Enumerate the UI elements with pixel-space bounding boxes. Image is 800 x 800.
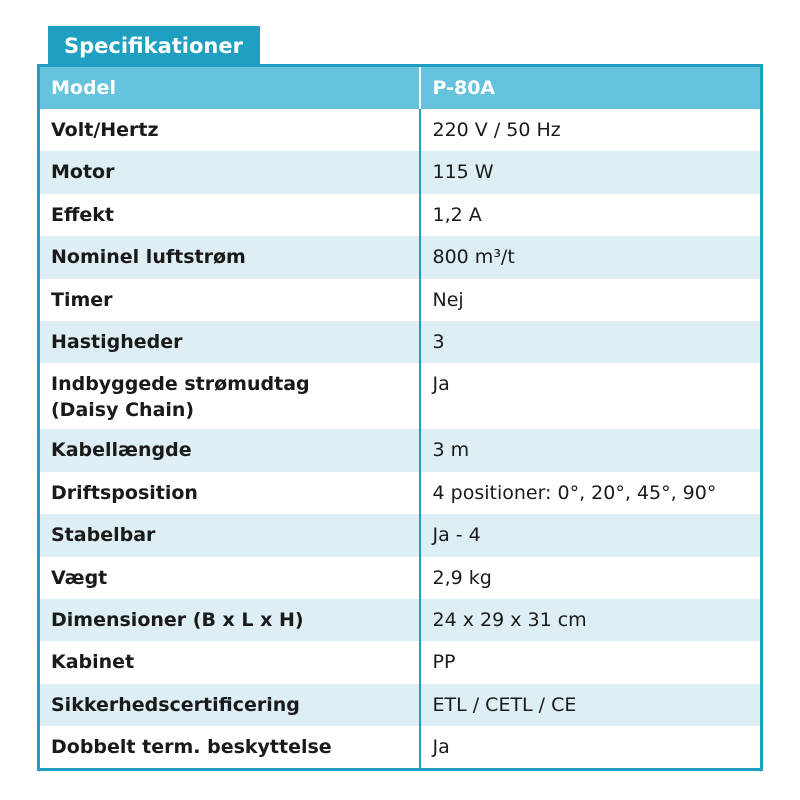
table-row xyxy=(39,194,762,236)
table-row xyxy=(39,151,762,193)
row-value: 220 V / 50 Hz xyxy=(420,109,762,151)
row-label: Nominel luftstrøm xyxy=(39,236,420,278)
row-value: 4 positioner: 0°, 20°, 45°, 90° xyxy=(420,472,762,514)
row-label: Timer xyxy=(39,279,420,321)
table-row xyxy=(39,641,762,683)
table-row xyxy=(39,363,762,429)
row-label: Kabinet xyxy=(39,641,420,683)
row-value: PP xyxy=(420,641,762,683)
row-label: Volt/Hertz xyxy=(39,109,420,151)
row-value: 1,2 A xyxy=(420,194,762,236)
table-header-row xyxy=(39,66,762,110)
row-label xyxy=(39,363,420,429)
table-row xyxy=(39,726,762,770)
table-row xyxy=(39,321,762,363)
row-value: 3 xyxy=(420,321,762,363)
row-value: 115 W xyxy=(420,151,762,193)
row-label: Kabellængde xyxy=(39,429,420,471)
row-label-line2: (Daisy Chain) xyxy=(51,399,195,422)
header-model-cell: P-80A xyxy=(420,66,762,110)
row-value: 2,9 kg xyxy=(420,557,762,599)
table-row xyxy=(39,279,762,321)
row-value: 3 m xyxy=(420,429,762,471)
row-label: Vægt xyxy=(39,557,420,599)
row-label: Motor xyxy=(39,151,420,193)
table-row xyxy=(39,514,762,556)
row-value: Ja xyxy=(420,726,762,770)
table-row xyxy=(39,472,762,514)
row-value: 24 x 29 x 31 cm xyxy=(420,599,762,641)
row-label: Driftsposition xyxy=(39,472,420,514)
row-label: Hastigheder xyxy=(39,321,420,363)
table-row xyxy=(39,684,762,726)
header-label-cell: Model xyxy=(39,66,420,110)
row-label: Dimensioner (B x L x H) xyxy=(39,599,420,641)
row-label: Effekt xyxy=(39,194,420,236)
table-row xyxy=(39,236,762,278)
table-row xyxy=(39,429,762,471)
section-title: Specifikationer xyxy=(64,34,243,58)
table-row xyxy=(39,557,762,599)
table-row xyxy=(39,599,762,641)
row-value: Ja - 4 xyxy=(420,514,762,556)
row-value: 800 m³/t xyxy=(420,236,762,278)
row-label: Dobbelt term. beskyttelse xyxy=(39,726,420,770)
row-label: Stabelbar xyxy=(39,514,420,556)
row-value: Ja xyxy=(420,363,762,429)
row-value: Nej xyxy=(420,279,762,321)
specifications-table xyxy=(37,64,763,771)
row-value: ETL / CETL / CE xyxy=(420,684,762,726)
table-row xyxy=(39,109,762,151)
section-title-tab xyxy=(48,26,260,66)
row-label-line1: Indbyggede strømudtag xyxy=(51,373,310,396)
row-label: Sikkerhedscertificering xyxy=(39,684,420,726)
